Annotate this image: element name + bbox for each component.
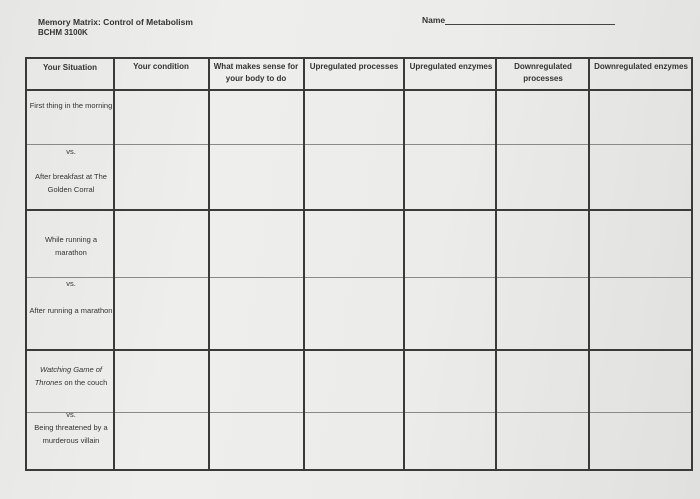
header-your-condition: Your condition — [133, 62, 189, 71]
row1-split — [25, 144, 693, 145]
memory-matrix-table — [25, 57, 693, 471]
header-upregulated-enzymes: Upregulated enzymes — [409, 62, 493, 71]
table-border-top — [25, 57, 693, 59]
header-upregulated-processes: Upregulated processes — [309, 62, 399, 71]
situation-1-vs: vs. — [66, 147, 76, 156]
table-border-bottom — [25, 469, 693, 471]
situation-1b: After breakfast at The Golden Corral — [35, 172, 107, 194]
situation-3-vs: vs. — [66, 410, 76, 419]
header-what-makes-sense: What makes sense for your body to do — [213, 62, 299, 83]
col-line-3 — [303, 57, 305, 471]
header-downregulated-processes: Downregulated processes — [514, 62, 572, 83]
situation-3a-rest: on the couch — [64, 378, 108, 387]
col-line-6 — [588, 57, 590, 471]
situation-3b: Being threatened by a murderous villain — [34, 423, 108, 445]
row-divider-2 — [25, 349, 693, 351]
row2-split — [25, 277, 693, 278]
col-line-7 — [691, 57, 693, 471]
situation-3a — [29, 363, 113, 389]
col-line-5 — [495, 57, 497, 471]
name-field[interactable] — [445, 24, 615, 25]
header-your-situation: Your Situation — [42, 63, 98, 72]
situation-1a: First thing in the morning — [29, 101, 113, 110]
col-line-0 — [25, 57, 27, 471]
course-code: BCHM 3100K — [38, 28, 88, 37]
col-line-4 — [403, 57, 405, 471]
situation-2a: While running a marathon — [44, 235, 98, 257]
situation-3a-title: Watching Game of Thrones — [34, 365, 102, 387]
header-downregulated-enzymes: Downregulated enzymes — [594, 62, 688, 71]
page-title: Memory Matrix: Control of Metabolism — [38, 17, 193, 27]
row3-split — [25, 412, 693, 413]
row-divider-1 — [25, 209, 693, 211]
situation-2-vs: vs. — [66, 279, 76, 288]
col-line-2 — [208, 57, 210, 471]
name-label: Name — [422, 15, 446, 25]
situation-2b: After running a marathon — [29, 306, 113, 315]
col-line-1 — [113, 57, 115, 471]
